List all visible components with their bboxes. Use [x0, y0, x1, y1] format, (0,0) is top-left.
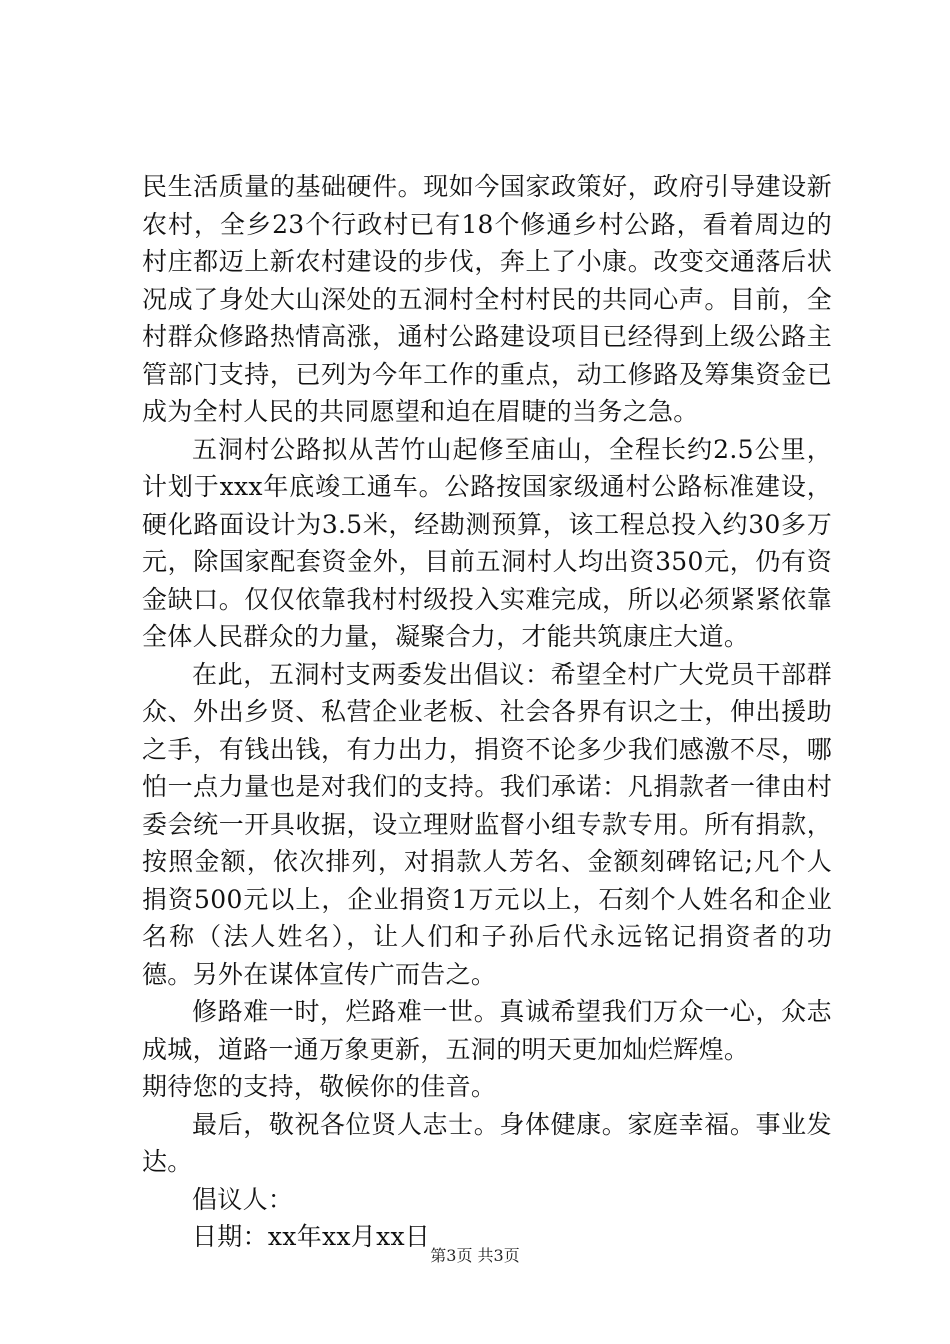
paragraph-best-wishes: 最后，敬祝各位贤人志士。身体健康。家庭幸福。事业发达。 [142, 1109, 832, 1176]
signature-date: 日期：xx年xx月xx日 [192, 1222, 431, 1251]
paragraph-await-support: 期待您的支持，敬候你的佳音。 [142, 1072, 497, 1101]
document-body [142, 168, 832, 1256]
signature-proposer: 倡议人： [192, 1184, 294, 1214]
paragraph-proposal: 在此，五洞村支两委发出倡议：希望全村广大党员干部群众、外出乡贤、私营企业老板、社会各界有识之士，伸出援助之手，有钱出钱，有力出力，捐资不论多少我们感激不尽，哪怕一点力量也是对我们的支持。我们承诺：凡捐款者一律由村委会统一开具收据，设立理财监督小组专款专用。所有捐款，按照金额，依次排列，对捐款人芳名、金额刻碑铭记;凡个人捐资500元以上，企业捐资1万元以上，石刻个人姓名和企业名称（法人姓名），让人们和子孙后代永远铭记捐资者的功德。另外在谋体宣传广而告之。 [142, 659, 832, 989]
paragraph-road-plan: 五洞村公路拟从苦竹山起修至庙山，全程长约2.5公里，计划于xxx年底竣工通车。公路按国家级通村公路标准建设，硬化路面设计为3.5米，经勘测预算，该工程总投入约30多万元，除国家配套资金外，目前五洞村人均出资350元，仍有资金缺口。仅仅依靠我村村级投入实难完成，所以必须紧紧依靠全体人民群众的力量，凝聚合力，才能共筑康庄大道。 [142, 434, 832, 651]
paragraph-continuation: 民生活质量的基础硬件。现如今国家政策好，政府引导建设新农村，全乡23个行政村已有18个修通乡村公路，看着周边的村庄都迈上新农村建设的步伐，奔上了小康。改变交通落后状况成了身处大山深处的五洞村全村村民的共同心声。目前，全村群众修路热情高涨，通村公路建设项目已经得到上级公路主管部门支持，已列为今年工作的重点，动工修路及筹集资金已成为全村人民的共同愿望和迫在眉睫的当务之急。 [142, 172, 832, 426]
paragraph-hope: 修路难一时，烂路难一世。真诚希望我们万众一心，众志成城，道路一通万象更新，五洞的明天更加灿烂辉煌。 [142, 997, 832, 1064]
page-number: 第3页 共3页 [430, 1246, 520, 1265]
